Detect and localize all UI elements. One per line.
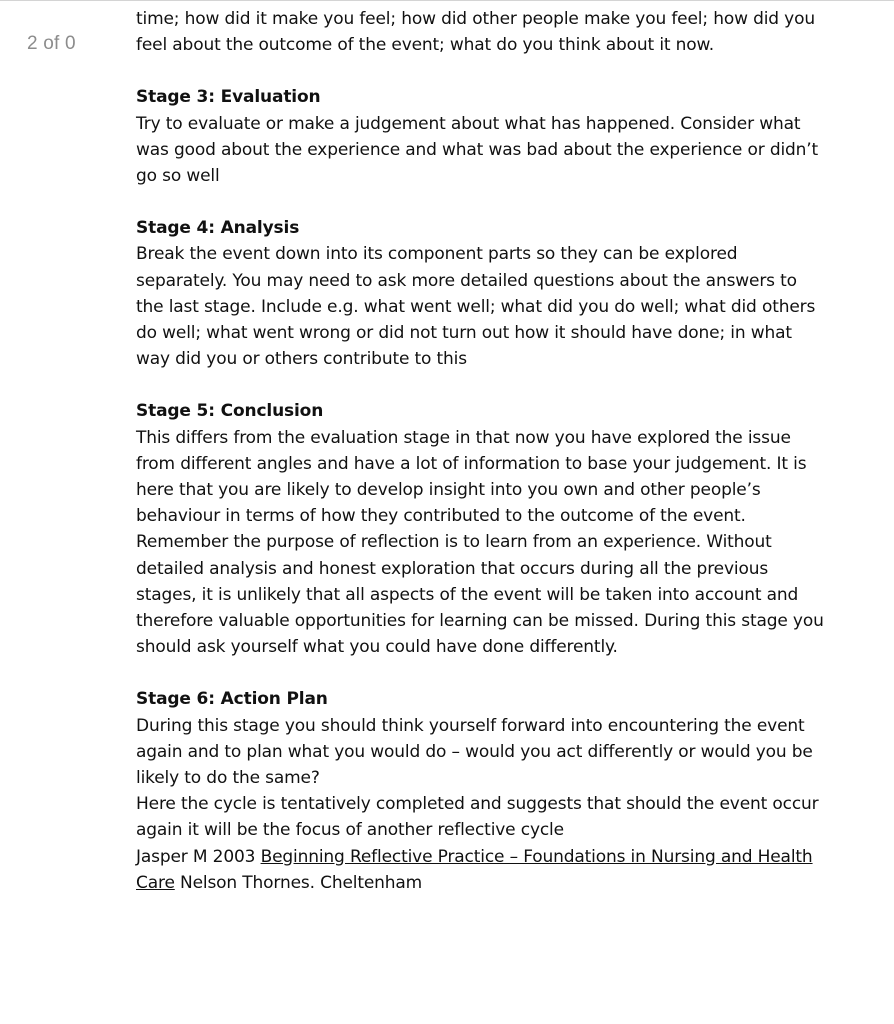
reference-citation — [136, 844, 826, 896]
stage-3-heading: Stage 3: Evaluation — [136, 87, 321, 108]
stage-3-section — [136, 84, 826, 189]
stage-5-body: This differs from the evaluation stage in that now you have explored the issue from different angles and have a lot of information to base your judgement. It is here that you are likely to develop insight into you own and other people’s behaviour in terms of how they contributed to the outcome of the event. Remember the purpose of reflection is to learn from an experience. Without detailed analysis and honest exploration that occurs during all the previous stages, it is unlikely that all aspects of the event will be taken into account and therefore valuable opportunities for learning can be missed. During this stage you should ask yourself what you could have done differently. — [136, 427, 824, 658]
stage-6-body: During this stage you should think yourself forward into encountering the event again and to plan what you would do – would you act differently or would you be likely to do the same? — [136, 715, 813, 789]
stage-4-section — [136, 215, 826, 372]
stage-6-heading: Stage 6: Action Plan — [136, 689, 328, 710]
stage-5-heading: Stage 5: Conclusion — [136, 401, 324, 422]
closing-paragraph: Here the cycle is tentatively completed and suggests that should the event occur again it will be the focus of another reflective cycle — [136, 794, 819, 841]
stage-5-section — [136, 398, 826, 660]
reference-author-year: Jasper M 2003 — [136, 846, 261, 867]
stage-4-body: Break the event down into its component parts so they can be explored separately. You may need to ask more detailed questions about the answers to the last stage. Include e.g. what went well; what did you do well; what did others do well; what went wrong or did not turn out how it should have done; in what way did you or others contribute to this — [136, 244, 816, 370]
intro-paragraph: time; how did it make you feel; how did other people make you feel; how did you feel about the outcome of the event; what do you think about it now. — [136, 9, 815, 56]
reference-publisher: Nelson Thornes. Cheltenham — [174, 872, 423, 893]
stage-3-body: Try to evaluate or make a judgement about what has happened. Consider what was good about the experience and what was bad about the experience or didn’t go so well — [136, 113, 819, 187]
reference-title: Beginning Reflective Practice – Foundations in Nursing and Health Care — [136, 846, 813, 893]
stage-4-heading: Stage 4: Analysis — [136, 218, 300, 239]
page-counter: 2 of 0 — [27, 33, 76, 54]
document-body — [136, 6, 826, 896]
top-divider — [0, 0, 894, 1]
stage-6-section — [136, 686, 826, 791]
